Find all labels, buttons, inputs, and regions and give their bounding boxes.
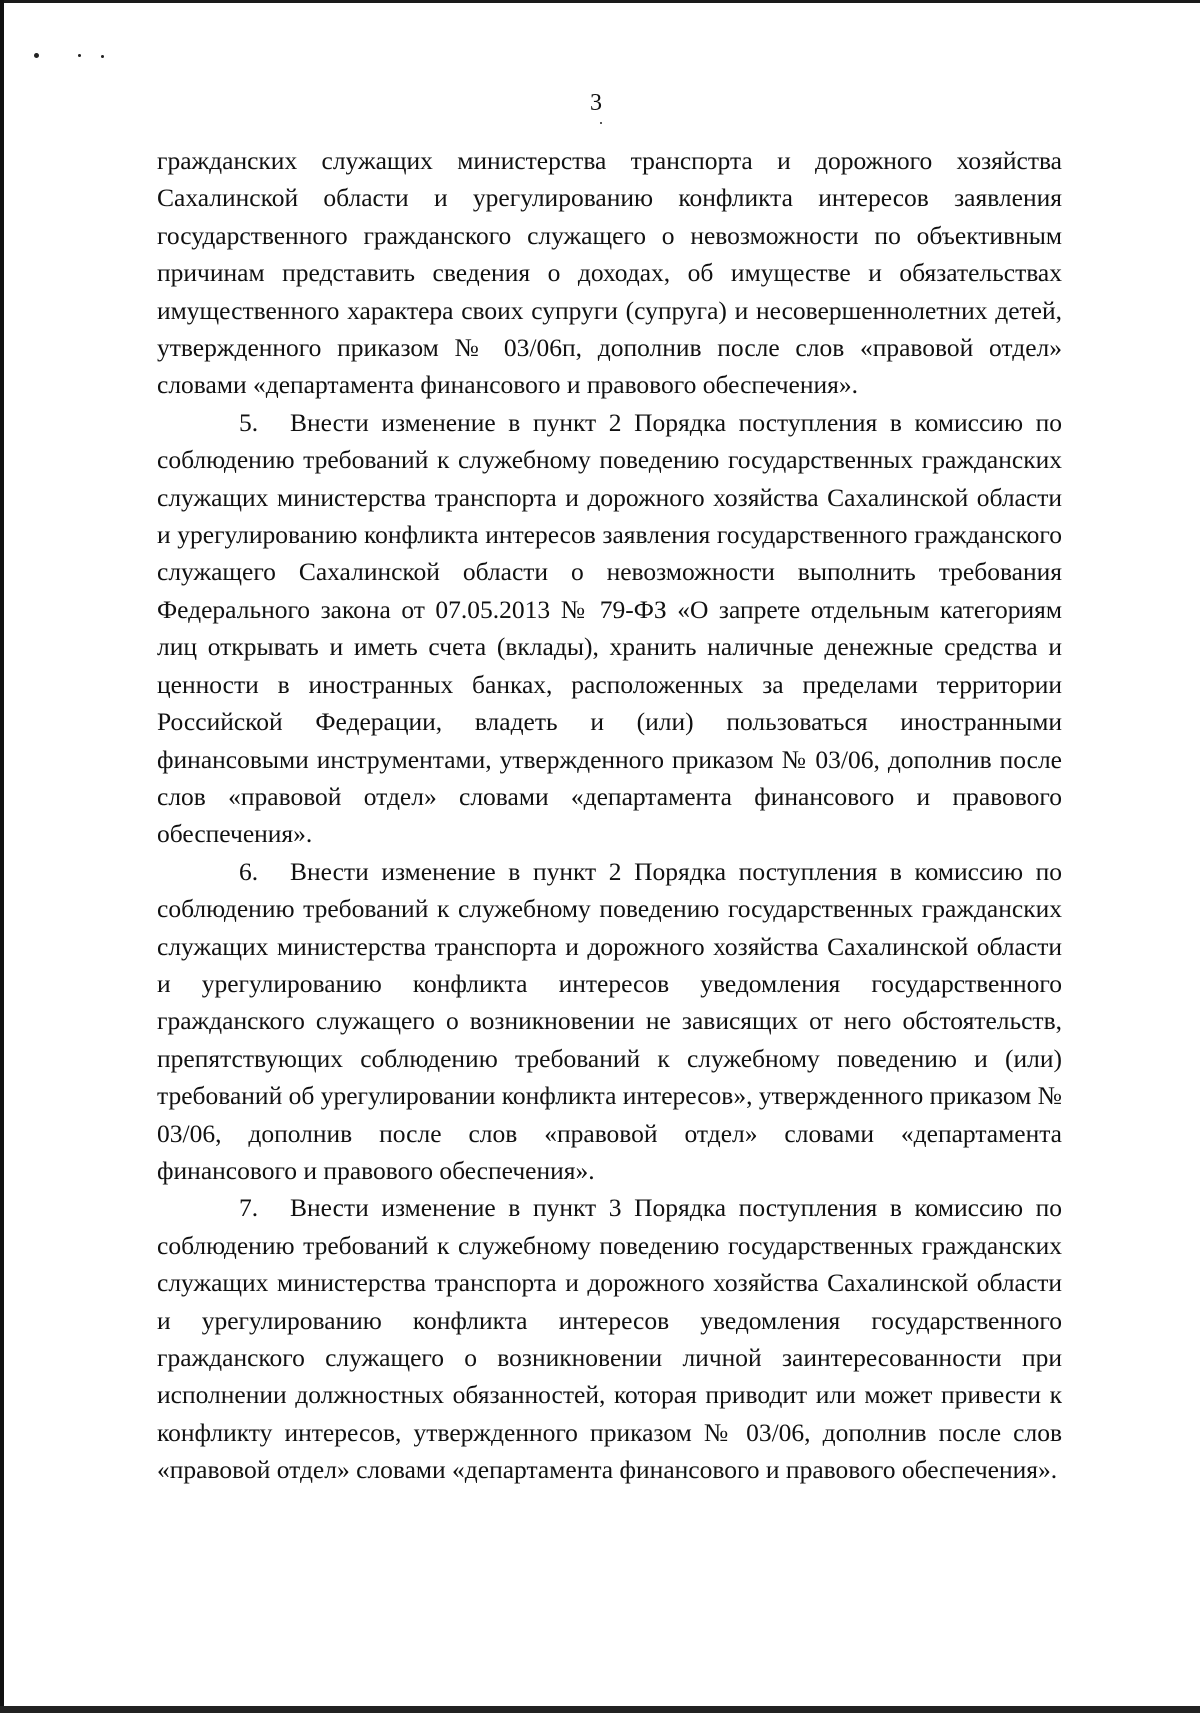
scan-edge-bottom xyxy=(0,1706,1200,1713)
scan-speck xyxy=(34,53,39,58)
scan-speck xyxy=(600,122,602,124)
scan-edge-top xyxy=(0,0,1200,3)
list-item-5 xyxy=(157,404,1062,853)
scan-speck xyxy=(78,54,81,57)
item-number: 6. xyxy=(239,856,259,886)
scan-edge-left xyxy=(0,0,4,1713)
item-text: Внести изменение в пункт 3 Порядка поступления в комиссию по соблюдению требований к служебному поведению государственных гражданских служащих министерства транспорта и дорожного хозяйства Сахалинской области и урегулированию конфликта интересов уведомления государственного гражданского служащего о возникновении личной заинтересованности при исполнении должностных обязанностей, которая приводит или может привести к конфликту интересов, утвержденного приказом № 03/06, дополнив после слов «правовой отдел» словами «департамента финансового и правового обеспечения». xyxy=(157,1193,1062,1485)
list-item-6 xyxy=(157,853,1062,1190)
document-body xyxy=(157,142,1062,1489)
item-text: Внести изменение в пункт 2 Порядка поступления в комиссию по соблюдению требований к служебному поведению государственных гражданских служащих министерства транспорта и дорожного хозяйства Сахалинской области и урегулированию конфликта интересов уведомления государственного гражданского служащего о возникновении не зависящих от него обстоятельств, препятствующих соблюдению требований к служебному поведению и (или) требований об урегулировании конфликта интересов», утвержденного приказом № 03/06, дополнив после слов «правовой отдел» словами «департамента финансового и правового обеспечения». xyxy=(157,856,1062,1185)
continuation-paragraph: гражданских служащих министерства транспорта и дорожного хозяйства Сахалинской области и урегулированию конфликта интересов заявления государственного гражданского служащего о невозможности по объективным причинам представить сведения о доходах, об имуществе и обязательствах имущественного характера своих супруги (супруга) и несовершеннолетних детей, утвержденного приказом № 03/06п, дополнив после слов «правовой отдел» словами «департамента финансового и правового обеспечения». xyxy=(157,146,1062,400)
list-item-7 xyxy=(157,1189,1062,1488)
item-number: 5. xyxy=(239,407,259,437)
scan-speck xyxy=(101,55,104,58)
page-number: 3 xyxy=(590,90,602,116)
item-number: 7. xyxy=(239,1193,259,1223)
item-text: Внести изменение в пункт 2 Порядка поступления в комиссию по соблюдению требований к служебному поведению государственных гражданских служащих министерства транспорта и дорожного хозяйства Сахалинской области и урегулированию конфликта интересов заявления государственного гражданского служащего Сахалинской области о невозможности выполнить требования Федерального закона от 07.05.2013 № 79-ФЗ «О запрете отдельным категориям лиц открывать и иметь счета (вклады), хранить наличные денежные средства и ценности в иностранных банках, расположенных за пределами территории Российской Федерации, владеть и (или) пользоваться иностранными финансовыми инструментами, утвержденного приказом № 03/06, дополнив после слов «правовой отдел» словами «департамента финансового и правового обеспечения». xyxy=(157,407,1062,849)
